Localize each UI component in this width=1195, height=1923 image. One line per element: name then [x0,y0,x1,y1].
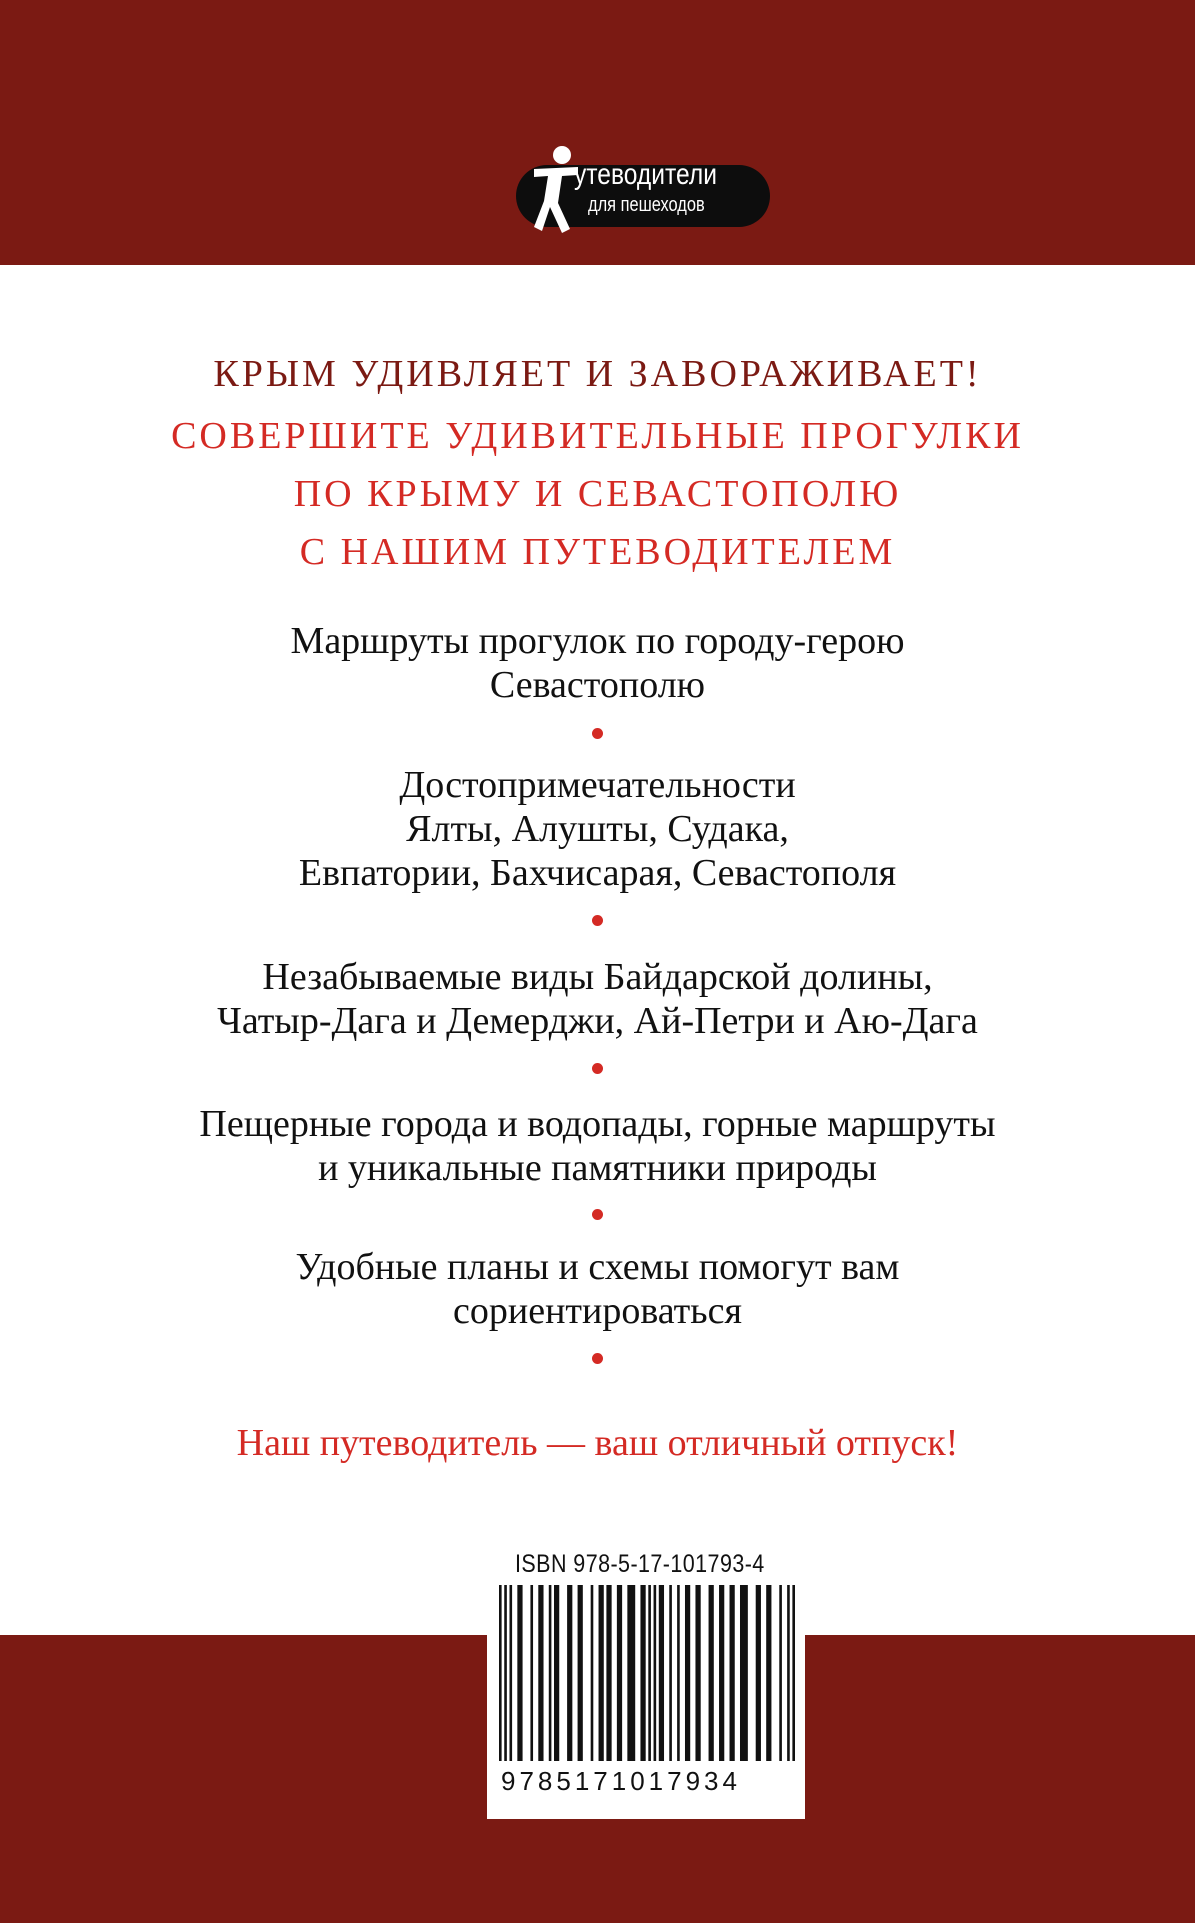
barcode-bar [756,1585,761,1761]
barcode-bar [648,1585,651,1761]
barcode-bar [549,1585,552,1761]
barcode-bar [709,1585,714,1761]
barcode-bar [591,1585,594,1761]
bullet-dot [592,1353,603,1364]
feature-4 [0,1102,1195,1190]
barcode-bar [499,1585,502,1761]
barcode-bar [504,1585,507,1761]
walking-person-icon [512,145,582,237]
barcode-bar [567,1585,572,1761]
barcode-bar [719,1585,724,1761]
barcode-bar [517,1585,522,1761]
bullet-dot [592,915,603,926]
feature-line: Евпатории, Бахчисарая, Севастополя [298,852,897,894]
barcode-bar [578,1585,583,1761]
barcode-bar [640,1585,645,1761]
barcode-bar [627,1585,635,1761]
subheading-line-1: СОВЕРШИТЕ УДИВИТЕЛЬНЫЕ ПРОГУЛКИ [171,415,1024,457]
feature-2 [0,763,1195,895]
feature-line: Достопримечательности [399,764,796,806]
feature-line: Удобные планы и схемы помогут вам [295,1246,900,1288]
feature-line: Пещерные города и водопады, горные маршруты [199,1103,996,1145]
logo-title: утеводители [574,158,717,191]
feature-line: сориентироваться [453,1290,742,1332]
series-logo [512,145,770,235]
bullet-dot [592,1209,603,1220]
slogan: Наш путеводитель — ваш отличный отпуск! [236,1422,959,1464]
barcode-bar [740,1585,748,1761]
main-heading: КРЫМ УДИВЛЯЕТ И ЗАВОРАЖИВАЕТ! [213,353,982,395]
barcode-bar [599,1585,604,1761]
barcode-bars [499,1585,795,1765]
barcode-bar [654,1585,657,1761]
feature-1 [0,619,1195,707]
barcode-bar [677,1585,680,1761]
barcode-bar [787,1585,790,1761]
bullet-dot [592,728,603,739]
barcode-bar [766,1585,771,1761]
feature-line: Севастополю [489,664,706,706]
feature-line: и уникальные памятники природы [318,1147,877,1189]
feature-line: Ялты, Алушты, Судака, [406,808,789,850]
barcode-bar [659,1585,664,1761]
barcode-bar [669,1585,672,1761]
feature-line: Маршруты прогулок по городу-герою [290,620,905,662]
barcode-bar [538,1585,543,1761]
barcode-bar [685,1585,690,1761]
feature-5 [0,1245,1195,1333]
barcode-bar [554,1585,559,1761]
feature-line: Незабываемые виды Байдарской долины, [262,956,933,998]
barcode-bar [792,1585,795,1761]
feature-3 [0,955,1195,1043]
barcode-bar [779,1585,782,1761]
isbn-number: ISBN 978-5-17-101793-4 [515,1550,765,1578]
barcode-digits: 9785171017934 [501,1766,741,1796]
bullet-dot [592,1063,603,1074]
barcode-bar [606,1585,611,1761]
barcode-bar [695,1585,700,1761]
barcode-bar [617,1585,622,1761]
feature-line: Чатыр-Дага и Демерджи, Ай-Петри и Аю-Дага [217,1000,978,1042]
barcode-bar [509,1585,512,1761]
subheading-line-2: ПО КРЫМУ И СЕВАСТОПОЛЮ [293,473,902,515]
subheading-line-3: С НАШИМ ПУТЕВОДИТЕЛЕМ [299,531,896,573]
barcode-bar [530,1585,533,1761]
logo-subtitle: для пешеходов [588,194,705,216]
isbn-barcode [487,1541,805,1819]
barcode-bar [730,1585,735,1761]
